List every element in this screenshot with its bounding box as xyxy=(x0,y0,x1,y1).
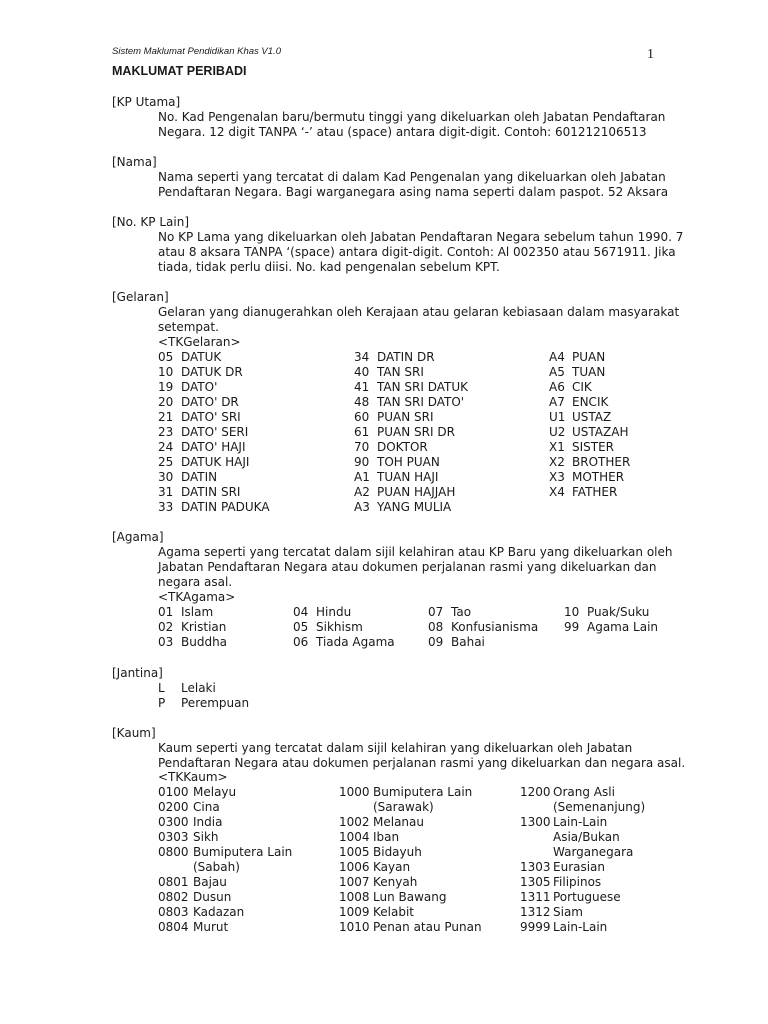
item-code: 1008 xyxy=(339,890,370,904)
list-item xyxy=(520,905,645,920)
list-item xyxy=(158,800,292,815)
item-label: TAN SRI DATUK xyxy=(377,380,468,394)
item-code: 0100 xyxy=(158,785,189,799)
item-label: Asia/Bukan xyxy=(553,830,620,844)
item-code: 1312 xyxy=(520,905,551,919)
item-label: Tiada Agama xyxy=(316,635,395,649)
item-code: 19 xyxy=(158,380,174,394)
list-item xyxy=(158,830,292,845)
item-code: 90 xyxy=(354,455,370,469)
item-code: A6 xyxy=(549,380,565,394)
item-label: Siam xyxy=(553,905,583,919)
item-label: Kenyah xyxy=(373,875,418,889)
item-code xyxy=(339,800,373,815)
nama-desc-line: Nama seperti yang tercatat di dalam Kad Pengenalan yang dikeluarkan oleh Jabatan xyxy=(158,170,666,184)
gelaran-desc-line: Gelaran yang dianugerahkan oleh Kerajaan atau gelaran kebiasaan dalam masyarakat xyxy=(158,305,680,319)
item-code: 1006 xyxy=(339,860,370,874)
item-code: X3 xyxy=(549,470,565,484)
list-item xyxy=(549,350,630,365)
item-code xyxy=(520,800,553,815)
item-code: 0802 xyxy=(158,890,189,904)
list-item xyxy=(520,875,645,890)
item-label: Bumiputera Lain xyxy=(373,785,473,799)
item-label: DATO' HAJI xyxy=(181,440,246,454)
list-item xyxy=(549,365,630,380)
item-label: Sikh xyxy=(193,830,219,844)
gelaran-desc-line: setempat. xyxy=(158,320,219,334)
item-label: Melanau xyxy=(373,815,424,829)
list-item xyxy=(520,920,645,935)
item-label: YANG MULIA xyxy=(377,500,452,514)
list-item xyxy=(549,485,630,500)
item-label: Murut xyxy=(193,920,229,934)
item-code: 1004 xyxy=(339,830,370,844)
item-label: FATHER xyxy=(572,485,618,499)
item-code: 41 xyxy=(354,380,370,394)
item-code: 1002 xyxy=(339,815,370,829)
list-item xyxy=(428,620,538,635)
item-code: 10 xyxy=(564,605,580,619)
gelaran-column xyxy=(549,350,630,500)
list-item xyxy=(549,440,630,455)
kp-utama-desc-line: No. Kad Pengenalan baru/bermutu tinggi yang dikeluarkan oleh Jabatan Pendaftaran xyxy=(158,110,666,124)
item-code: 08 xyxy=(428,620,444,634)
section-label-kp-lain: [No. KP Lain] xyxy=(112,215,189,229)
section-label-jantina: [Jantina] xyxy=(112,666,163,680)
kaum-column xyxy=(158,785,292,935)
item-label: SISTER xyxy=(572,440,615,454)
item-label: Bidayuh xyxy=(373,845,422,859)
item-code: 05 xyxy=(158,350,174,364)
item-label: (Sabah) xyxy=(193,860,240,874)
item-label: TUAN xyxy=(572,365,606,379)
list-item xyxy=(158,605,227,620)
list-item xyxy=(549,455,630,470)
list-item xyxy=(520,815,645,830)
item-code: 07 xyxy=(428,605,444,619)
agama-desc-line: Jabatan Pendaftaran Negara atau dokumen perjalanan rasmi yang dikeluarkan dan xyxy=(158,560,657,574)
item-label: Warganegara xyxy=(553,845,634,859)
kaum-desc-line: Kaum seperti yang tercatat dalam sijil kelahiran yang dikeluarkan oleh Jabatan xyxy=(158,741,633,755)
item-label: Iban xyxy=(373,830,400,844)
section-label-agama: [Agama] xyxy=(112,530,164,544)
item-code: 1300 xyxy=(520,815,551,829)
item-label: Islam xyxy=(181,605,214,619)
item-label: PUAN xyxy=(572,350,606,364)
agama-desc-line: negara asal. xyxy=(158,575,233,589)
item-code: 1009 xyxy=(339,905,370,919)
list-item xyxy=(158,815,292,830)
item-code: 60 xyxy=(354,410,370,424)
list-item xyxy=(158,620,227,635)
item-code: 33 xyxy=(158,500,174,514)
item-label: DATO' SRI xyxy=(181,410,241,424)
list-item xyxy=(339,830,482,845)
agama-table-name: <TKAgama> xyxy=(158,590,236,604)
item-code: 24 xyxy=(158,440,174,454)
item-label: (Sarawak) xyxy=(373,800,434,814)
list-item xyxy=(158,365,270,380)
item-code: A1 xyxy=(354,470,370,484)
item-code: A2 xyxy=(354,485,370,499)
item-code: 9999 xyxy=(520,920,551,934)
item-label: TAN SRI DATO' xyxy=(377,395,465,409)
jantina-list xyxy=(158,681,249,711)
item-code: 31 xyxy=(158,485,174,499)
list-item xyxy=(158,425,270,440)
list-item xyxy=(293,620,395,635)
item-code: 04 xyxy=(293,605,309,619)
item-code: 70 xyxy=(354,440,370,454)
kaum-column xyxy=(339,785,482,935)
item-label: Lun Bawang xyxy=(373,890,447,904)
item-label: Konfusianisma xyxy=(451,620,539,634)
item-label: DATIN SRI xyxy=(181,485,241,499)
item-label: USTAZAH xyxy=(572,425,629,439)
list-item xyxy=(158,920,292,935)
item-code: 1000 xyxy=(339,785,370,799)
list-item xyxy=(549,470,630,485)
item-label: Orang Asli xyxy=(553,785,615,799)
kaum-column xyxy=(520,785,645,935)
list-item xyxy=(549,395,630,410)
section-label-gelaran: [Gelaran] xyxy=(112,290,169,304)
item-code: 20 xyxy=(158,395,174,409)
item-code: 99 xyxy=(564,620,580,634)
list-item xyxy=(158,470,270,485)
list-item xyxy=(158,380,270,395)
section-label-kaum: [Kaum] xyxy=(112,726,156,740)
item-label: Puak/Suku xyxy=(587,605,650,619)
system-name: Sistem Maklumat Pendidikan Khas V1.0 xyxy=(112,46,281,57)
list-item xyxy=(520,860,645,875)
section-label-nama: [Nama] xyxy=(112,155,157,169)
item-code: P xyxy=(158,696,166,710)
list-item xyxy=(339,815,482,830)
item-label: Buddha xyxy=(181,635,228,649)
item-code: X4 xyxy=(549,485,565,499)
item-label: Hindu xyxy=(316,605,352,619)
list-item xyxy=(339,875,482,890)
list-item xyxy=(158,875,292,890)
kp-utama-desc-line: Negara. 12 digit TANPA ‘-’ atau (space) antara digit-digit. Contoh: 601212106513 xyxy=(158,125,647,139)
item-code: 03 xyxy=(158,635,174,649)
list-item xyxy=(158,635,227,650)
agama-column xyxy=(428,605,538,650)
item-code: 10 xyxy=(158,365,174,379)
list-item xyxy=(549,425,630,440)
item-label: Tao xyxy=(451,605,472,619)
item-label: Penan atau Punan xyxy=(373,920,482,934)
list-item xyxy=(354,350,468,365)
list-item xyxy=(339,905,482,920)
item-code: 48 xyxy=(354,395,370,409)
list-item xyxy=(158,500,270,515)
section-label-kp-utama: [KP Utama] xyxy=(112,95,181,109)
item-label: DATIN xyxy=(181,470,218,484)
agama-desc-line: Agama seperti yang tercatat dalam sijil kelahiran atau KP Baru yang dikeluarkan oleh xyxy=(158,545,673,559)
item-code: 1303 xyxy=(520,860,551,874)
item-label: Lelaki xyxy=(181,681,216,695)
list-item xyxy=(354,455,468,470)
list-item xyxy=(354,425,468,440)
item-label: Dusun xyxy=(193,890,232,904)
item-label: BROTHER xyxy=(572,455,631,469)
list-item xyxy=(354,380,468,395)
item-code: U1 xyxy=(549,410,566,424)
item-label: Filipinos xyxy=(553,875,602,889)
item-code: 1311 xyxy=(520,890,551,904)
item-code xyxy=(158,860,193,875)
item-code: 1305 xyxy=(520,875,551,889)
list-item xyxy=(158,455,270,470)
kp-lain-desc-line: tiada, tidak perlu diisi. No. kad pengenalan sebelum KPT. xyxy=(158,260,500,274)
item-code: L xyxy=(158,681,165,695)
list-item xyxy=(520,890,645,905)
list-item xyxy=(354,500,468,515)
nama-desc-line: Pendaftaran Negara. Bagi warganegara asing nama seperti dalam paspot. 52 Aksara xyxy=(158,185,669,199)
item-code: 30 xyxy=(158,470,174,484)
list-item xyxy=(354,440,468,455)
item-label: DATUK HAJI xyxy=(181,455,250,469)
list-item xyxy=(354,485,468,500)
item-label: Cina xyxy=(193,800,220,814)
item-code: 23 xyxy=(158,425,174,439)
item-code: 0801 xyxy=(158,875,189,889)
item-label: PUAN SRI xyxy=(377,410,434,424)
item-code: 0200 xyxy=(158,800,189,814)
item-code: 0300 xyxy=(158,815,189,829)
item-label: Agama Lain xyxy=(587,620,659,634)
item-label: Kadazan xyxy=(193,905,245,919)
item-code: A4 xyxy=(549,350,565,364)
list-item xyxy=(520,830,645,845)
item-label: DATIN DR xyxy=(377,350,435,364)
item-label: Bahai xyxy=(451,635,485,649)
item-code: 34 xyxy=(354,350,370,364)
list-item xyxy=(339,860,482,875)
item-code: X2 xyxy=(549,455,565,469)
list-item xyxy=(158,785,292,800)
item-code xyxy=(520,845,553,860)
list-item xyxy=(158,410,270,425)
item-code: 1200 xyxy=(520,785,551,799)
list-item xyxy=(354,410,468,425)
item-code: 0303 xyxy=(158,830,189,844)
list-item xyxy=(564,605,658,620)
list-item xyxy=(520,845,645,860)
item-code: 0800 xyxy=(158,845,189,859)
item-label: ENCIK xyxy=(572,395,609,409)
list-item xyxy=(158,696,249,711)
item-label: CIK xyxy=(572,380,592,394)
list-item xyxy=(428,605,538,620)
item-code: 1007 xyxy=(339,875,370,889)
item-code: 09 xyxy=(428,635,444,649)
item-label: Eurasian xyxy=(553,860,606,874)
agama-column xyxy=(564,605,658,635)
item-label: India xyxy=(193,815,223,829)
list-item xyxy=(158,860,292,875)
kp-lain-desc-line: atau 8 aksara TANPA ‘(space) antara digit-digit. Contoh: Al 002350 atau 5671911. Jika xyxy=(158,245,676,259)
kaum-table-name: <TKKaum> xyxy=(158,770,228,784)
item-label: Kayan xyxy=(373,860,411,874)
list-item xyxy=(158,845,292,860)
item-label: Bajau xyxy=(193,875,227,889)
item-label: DATUK DR xyxy=(181,365,243,379)
list-item xyxy=(354,395,468,410)
item-label: TUAN HAJI xyxy=(377,470,439,484)
item-code: 40 xyxy=(354,365,370,379)
item-code: 06 xyxy=(293,635,309,649)
list-item xyxy=(158,350,270,365)
item-code: 25 xyxy=(158,455,174,469)
item-code: X1 xyxy=(549,440,565,454)
item-label: TAN SRI xyxy=(377,365,424,379)
item-code: A7 xyxy=(549,395,565,409)
item-code: 61 xyxy=(354,425,370,439)
item-code: 1005 xyxy=(339,845,370,859)
page-title: MAKLUMAT PERIBADI xyxy=(112,64,247,78)
list-item xyxy=(339,845,482,860)
agama-column xyxy=(158,605,227,650)
item-label: Lain-Lain xyxy=(553,920,608,934)
item-label: MOTHER xyxy=(572,470,625,484)
list-item xyxy=(158,485,270,500)
item-label: Melayu xyxy=(193,785,237,799)
item-label: Portuguese xyxy=(553,890,621,904)
item-label: TOH PUAN xyxy=(377,455,440,469)
list-item xyxy=(158,440,270,455)
list-item xyxy=(339,785,482,800)
gelaran-table-name: <TKGelaran> xyxy=(158,335,241,349)
agama-column xyxy=(293,605,395,650)
item-code: A3 xyxy=(354,500,370,514)
item-label: Bumiputera Lain xyxy=(193,845,293,859)
list-item xyxy=(549,410,630,425)
list-item xyxy=(428,635,538,650)
item-label: PUAN SRI DR xyxy=(377,425,455,439)
list-item xyxy=(520,800,645,815)
page-number: 1 xyxy=(647,47,654,62)
item-code: 0804 xyxy=(158,920,189,934)
item-code: 0803 xyxy=(158,905,189,919)
list-item xyxy=(520,785,645,800)
kp-lain-desc-line: No KP Lama yang dikeluarkan oleh Jabatan Pendaftaran Negara sebelum tahun 1990. 7 xyxy=(158,230,684,244)
item-label: DATO' SERI xyxy=(181,425,249,439)
list-item xyxy=(293,635,395,650)
item-code: 01 xyxy=(158,605,174,619)
item-label: DATIN PADUKA xyxy=(181,500,270,514)
item-code: U2 xyxy=(549,425,566,439)
item-label: (Semenanjung) xyxy=(553,800,646,814)
gelaran-column xyxy=(158,350,270,515)
list-item xyxy=(354,365,468,380)
kaum-desc-line: Pendaftaran Negara atau dokumen perjalanan rasmi yang dikeluarkan dan negara asal. xyxy=(158,756,686,770)
item-code: 1010 xyxy=(339,920,370,934)
list-item xyxy=(158,395,270,410)
item-label: DOKTOR xyxy=(377,440,428,454)
item-code xyxy=(520,830,553,845)
item-label: DATO' DR xyxy=(181,395,239,409)
list-item xyxy=(339,890,482,905)
item-label: Kristian xyxy=(181,620,227,634)
list-item xyxy=(354,470,468,485)
item-code: A5 xyxy=(549,365,565,379)
list-item xyxy=(549,380,630,395)
item-code: 21 xyxy=(158,410,174,424)
item-code: 05 xyxy=(293,620,309,634)
list-item xyxy=(293,605,395,620)
item-code: 02 xyxy=(158,620,174,634)
list-item xyxy=(339,920,482,935)
item-label: Perempuan xyxy=(181,696,250,710)
list-item xyxy=(339,800,482,815)
item-label: Sikhism xyxy=(316,620,363,634)
item-label: PUAN HAJJAH xyxy=(377,485,456,499)
item-label: USTAZ xyxy=(572,410,612,424)
item-label: Kelabit xyxy=(373,905,414,919)
item-label: DATUK xyxy=(181,350,222,364)
list-item xyxy=(158,681,249,696)
item-label: Lain-Lain xyxy=(553,815,608,829)
list-item xyxy=(564,620,658,635)
gelaran-column xyxy=(354,350,468,515)
list-item xyxy=(158,890,292,905)
item-label: DATO' xyxy=(181,380,218,394)
list-item xyxy=(158,905,292,920)
